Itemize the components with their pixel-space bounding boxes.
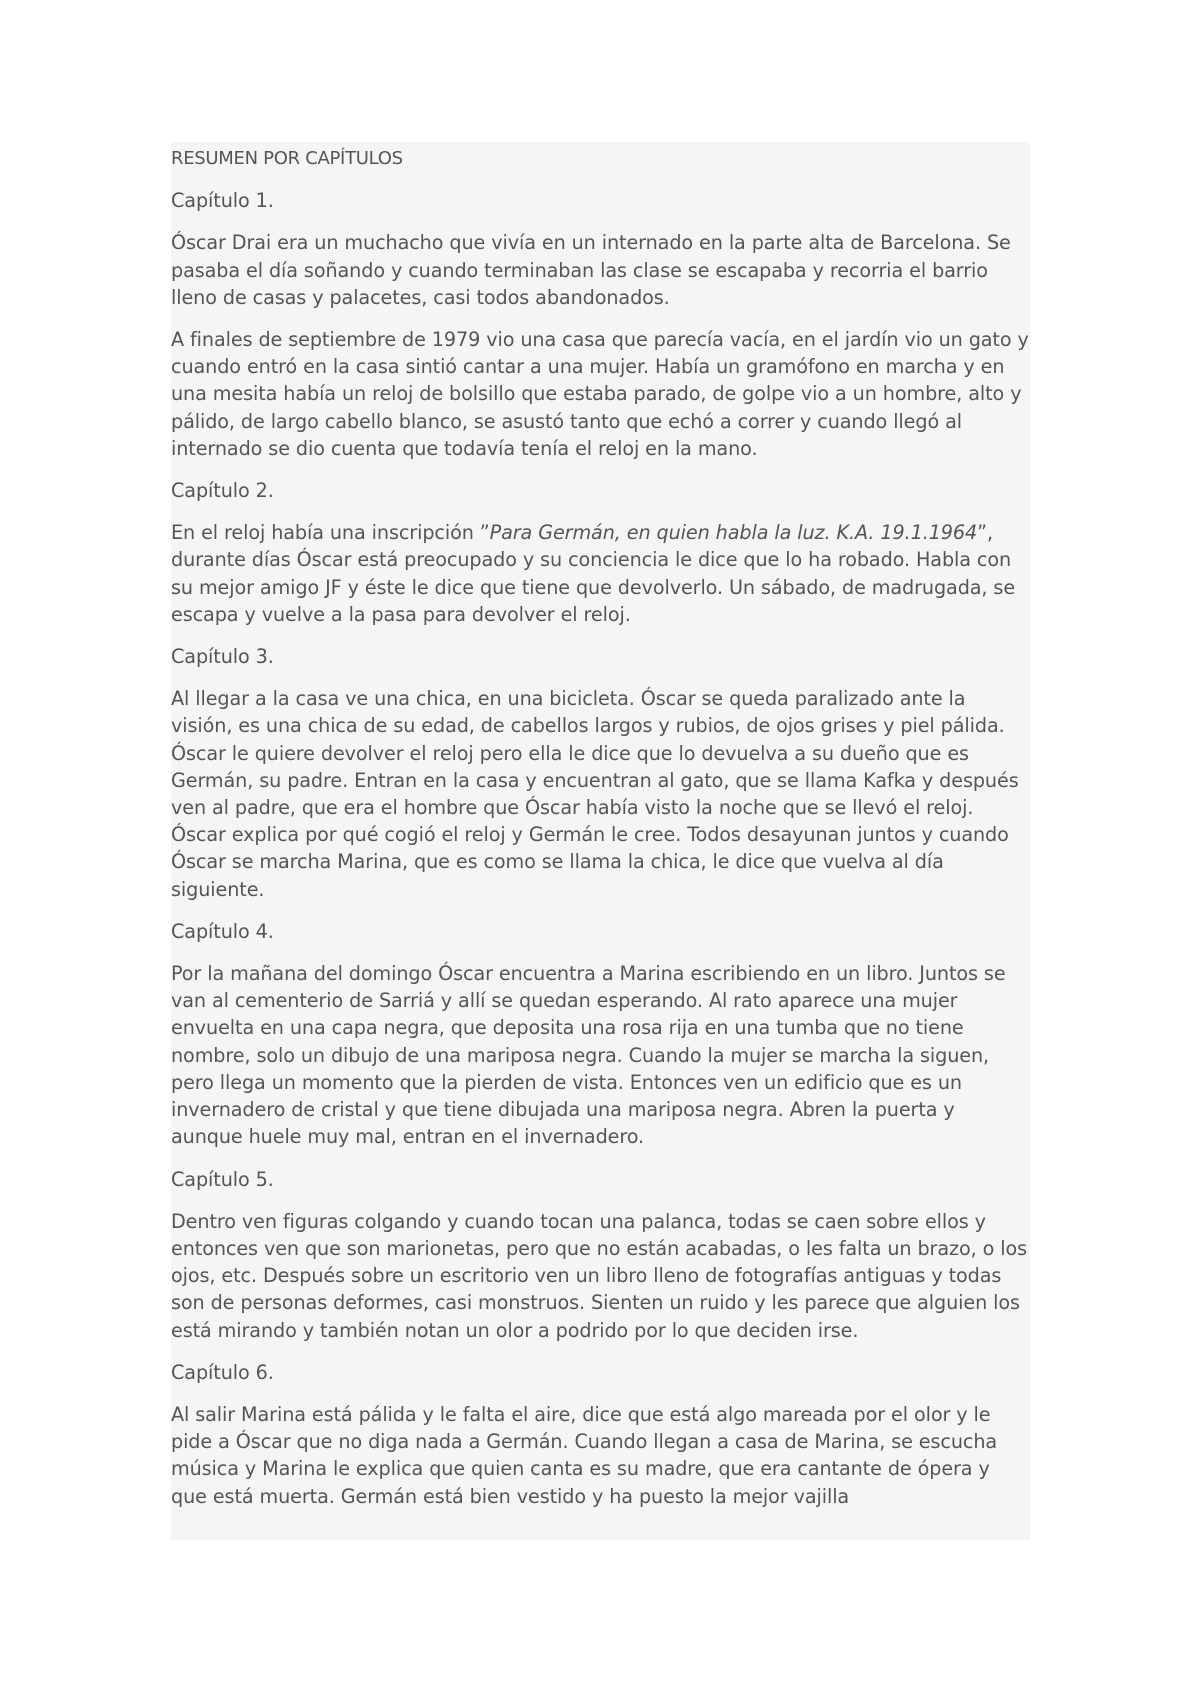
- chapter-5-paragraph-1: Dentro ven figuras colgando y cuando tocan una palanca, todas se caen sobre ellos y entonces ven que son marionetas, pero que no están acabadas, o les falta un brazo, o los ojos, etc. Después sobre un escritorio ven un libro lleno de fotografías antiguas y todas son de personas deformes, casi monstruos. Sienten un ruido y les parece que alguien los está mirando y también notan un olor a podrido por lo que deciden irse.: [171, 1209, 1028, 1342]
- chapter-2-text-after-quote: ”, durante días Óscar está preocupado y su conciencia le dice que lo ha robado. Habla con su mejor amigo JF y éste le dice que tiene que devolverlo. Un sábado, de madrugada, se escapa y vuelve a la pasa para devolver el reloj.: [171, 521, 1016, 626]
- chapter-3-heading: Capítulo 3.: [171, 645, 274, 669]
- chapter-2-inscription-quote: Para Germán, en quien habla la luz. K.A. 19.1.1964: [489, 521, 978, 545]
- chapter-6-paragraph-1: Al salir Marina está pálida y le falta el aire, dice que está algo mareada por el olor y le pide a Óscar que no diga nada a Germán. Cuando llegan a casa de Marina, se escucha música y Marina le explica que quien canta es su madre, que era cantante de ópera y que está muerta. Germán está bien vestido y ha puesto la mejor vajilla: [171, 1402, 998, 1508]
- document-title: RESUMEN POR CAPÍTULOS: [171, 148, 403, 169]
- chapter-4-heading: Capítulo 4.: [171, 919, 274, 943]
- chapter-6-heading: Capítulo 6.: [171, 1360, 274, 1384]
- document-content: [171, 142, 1030, 1510]
- chapter-5-heading: Capítulo 5.: [171, 1167, 274, 1191]
- chapter-2-text-before-quote: En el reloj había una inscripción ”: [171, 521, 490, 545]
- chapter-3-paragraph-1: Al llegar a la casa ve una chica, en una bicicleta. Óscar se queda paralizado ante la visión, es una chica de su edad, de cabellos largos y rubios, de ojos grises y piel pálida. Óscar le quiere devolver el reloj pero ella le dice que lo devuelva a su dueño que es Germán, su padre. Entran en la casa y encuentran al gato, que se llama Kafka y después ven al padre, que era el hombre que Óscar había visto la noche que se llevó el reloj. Óscar explica por qué cogió el reloj y Germán le cree. Todos desayunan juntos y cuando Óscar se marcha Marina, que es como se llama la chica, le dice que vuelva al día siguiente.: [171, 687, 1019, 901]
- document-page: [171, 142, 1030, 1540]
- chapter-4-paragraph-1: Por la mañana del domingo Óscar encuentra a Marina escribiendo en un libro. Juntos se van al cementerio de Sarriá y allí se quedan esperando. Al rato aparece una mujer envuelta en una capa negra, que deposita una rosa rija en una tumba que no tiene nombre, solo un dibujo de una mariposa negra. Cuando la mujer se marcha la siguen, pero llega un momento que la pierden de vista. Entonces ven un edificio que es un invernadero de cristal y que tiene dibujada una mariposa negra. Abren la puerta y aunque huele muy mal, entran en el invernadero.: [171, 962, 1006, 1149]
- chapter-1-paragraph-1: Óscar Drai era un muchacho que vivía en un internado en la parte alta de Barcelona. Se pasaba el día soñando y cuando terminaban las clase se escapaba y recorria el barrio lleno de casas y palacetes, casi todos abandonados.: [171, 231, 1011, 309]
- chapter-2-paragraph-1: [171, 519, 1030, 628]
- chapter-1-paragraph-2: A finales de septiembre de 1979 vio una casa que parecía vacía, en el jardín vio un gato y cuando entró en la casa sintió cantar a una mujer. Había un gramófono en marcha y en una mesita había un reloj de bolsillo que estaba parado, de golpe vio a un hombre, alto y pálido, de largo cabello blanco, se asustó tanto que echó a correr y cuando llegó al internado se dio cuenta que todavía tenía el reloj en la mano.: [171, 328, 1029, 460]
- chapter-1-heading: Capítulo 1.: [171, 189, 274, 213]
- chapter-2-heading: Capítulo 2.: [171, 479, 274, 503]
